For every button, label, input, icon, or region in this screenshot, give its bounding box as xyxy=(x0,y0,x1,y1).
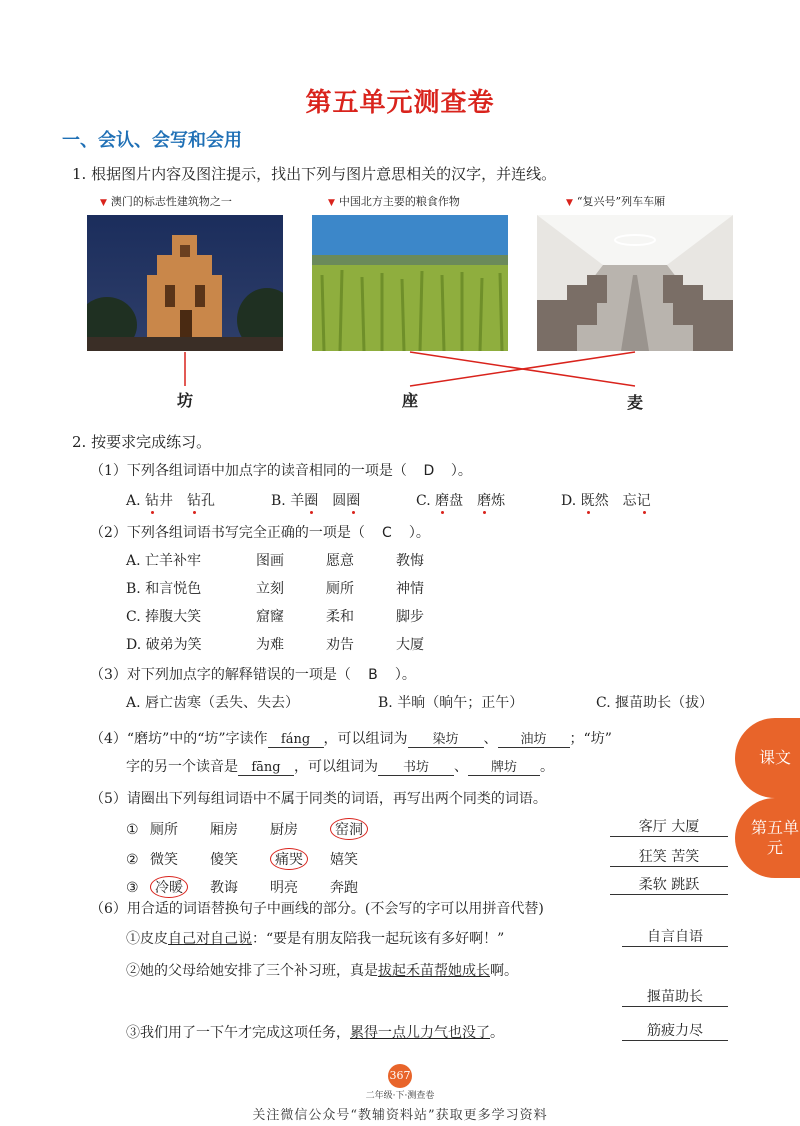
footer-book: 二年级·下·测查卷 xyxy=(365,1091,435,1101)
circled-word: 冷暖 xyxy=(150,876,188,898)
q2-5-word: 微笑 xyxy=(150,852,178,868)
q2-1-stem: （1）下列各组词语中加点字的读音相同的一项是（ D ）。 xyxy=(90,463,472,479)
q2-1-options: A. 钻井 钻孔 B. 羊圈 圆圈 C. 磨盘 磨炼 D. 既然 忘记 xyxy=(126,493,651,509)
q2-2-word: 窟窿 xyxy=(256,609,284,625)
footer-ad: 关注微信公众号“教辅资料站”获取更多学习资料 xyxy=(252,1108,548,1123)
q2-5-answer: 客厅 大厦 xyxy=(610,816,728,837)
word-mai: 麦 xyxy=(627,393,644,412)
q2-3-stem: （3）对下列加点字的解释错误的一项是（ B ）。 xyxy=(90,667,416,683)
q2-5-answer: 狂笑 苦笑 xyxy=(610,846,728,867)
q2-5-word: 厢房 xyxy=(210,822,238,838)
q2-2-word: 图画 xyxy=(256,553,284,569)
q2-5-word: 教诲 xyxy=(210,880,238,896)
q2-5-word: 嬉笑 xyxy=(330,852,358,868)
q2-5-stem: （5）请圈出下列每组词语中不属于同类的词语，再写出两个同类的词语。 xyxy=(90,791,547,807)
q2-2-row xyxy=(126,550,466,578)
caption-2: ▼ 中国北方主要的粮食作物 xyxy=(328,195,460,208)
q2-2-word: C. 捧腹大笑 xyxy=(126,609,202,625)
q2-6-stem: （6）用合适的词语替换句子中画线的部分。(不会写的字可以用拼音代替) xyxy=(90,901,544,917)
caption-3: ▼ “复兴号”列车车厢 xyxy=(566,195,666,208)
q2-5-word: 明亮 xyxy=(270,880,298,896)
q2-3-options: A. 唇亡齿寒（丢失、失去） B. 半晌（晌午；正午） C. 揠苗助长（拔） xyxy=(126,695,714,711)
q2-5-row xyxy=(126,876,390,898)
circled-word: 痛哭 xyxy=(270,848,308,870)
q2-2-options xyxy=(126,550,466,662)
q2-2-word: 为难 xyxy=(256,637,284,653)
q2-2-row xyxy=(126,606,466,634)
q2-2-row xyxy=(126,634,466,662)
q2-2-word: B. 和言悦色 xyxy=(126,581,202,597)
q2-5-word: 厕所 xyxy=(150,822,178,838)
caption-1: ▼ 澳门的标志性建筑物之一 xyxy=(100,195,232,208)
q2-6-answer1: 自言自语 xyxy=(622,926,728,947)
q2-5-word: 傻笑 xyxy=(210,852,238,868)
q2-5-number: ① xyxy=(126,822,139,838)
word-zuo: 座 xyxy=(402,391,419,410)
q2-5-word: 厨房 xyxy=(270,822,298,838)
q2-2-word: 柔和 xyxy=(326,609,354,625)
q1-text: 1. 根据图片内容及图注提示，找出下列与图片意思相关的汉字，并连线。 xyxy=(72,165,557,183)
tab-unit5[interactable]: 第五单元 xyxy=(735,798,800,878)
q2-2-word: 劝告 xyxy=(326,637,354,653)
q2-text: 2. 按要求完成练习。 xyxy=(72,433,212,451)
q2-2-word: 脚步 xyxy=(396,609,424,625)
q2-6-row3: ③我们用了一下午才完成这项任务，累得一点儿力气也没了。 xyxy=(126,1025,504,1041)
q2-6-answer2: 揠苗助长 xyxy=(622,986,728,1007)
q2-6-answer3: 筋疲力尽 xyxy=(622,1020,728,1041)
q2-5-row xyxy=(126,848,390,870)
q2-4-line2: 字的另一个读音是 fāng ，可以组词为 书坊 、 牌坊 。 xyxy=(126,756,554,776)
q2-5-word: 奔跑 xyxy=(330,880,358,896)
q2-2-row xyxy=(126,578,466,606)
q2-2-word: A. 亡羊补牢 xyxy=(126,553,202,569)
q2-5-answer: 柔软 跳跃 xyxy=(610,874,728,895)
q2-5-row xyxy=(126,818,390,840)
section-heading: 一、会认、会写和会用 xyxy=(62,130,242,151)
word-fang: 坊 xyxy=(177,391,194,410)
q2-4-line1: （4）“磨坊”中的“坊”字读作 fáng ，可以组词为 染坊 、 油坊 ；“坊” xyxy=(90,728,612,748)
q2-5-number: ② xyxy=(126,852,139,868)
q2-2-stem: （2）下列各组词语书写完全正确的一项是（ C ）。 xyxy=(90,525,430,541)
q2-5-number: ③ xyxy=(126,880,139,896)
q2-6-row2: ②她的父母给她安排了三个补习班，真是拔起禾苗帮她成长啊。 xyxy=(126,963,518,979)
q2-6-row1: ①皮皮自己对自己说：“要是有朋友陪我一起玩该有多好啊！” xyxy=(126,931,505,947)
q2-2-word: 教悔 xyxy=(396,553,424,569)
page-title: 第五单元测查卷 xyxy=(305,88,495,118)
tab-textbook[interactable]: 课文 xyxy=(735,718,800,798)
q2-2-word: D. 破弟为笑 xyxy=(126,637,202,653)
q2-2-word: 神情 xyxy=(396,581,424,597)
q2-2-word: 愿意 xyxy=(326,553,354,569)
q2-2-word: 大厦 xyxy=(396,637,424,653)
matching-lines xyxy=(0,0,800,420)
q2-2-word: 厕所 xyxy=(326,581,354,597)
q2-2-word: 立刻 xyxy=(256,581,284,597)
page-number: 367 xyxy=(388,1064,412,1088)
circled-word: 窑洞 xyxy=(330,818,368,840)
